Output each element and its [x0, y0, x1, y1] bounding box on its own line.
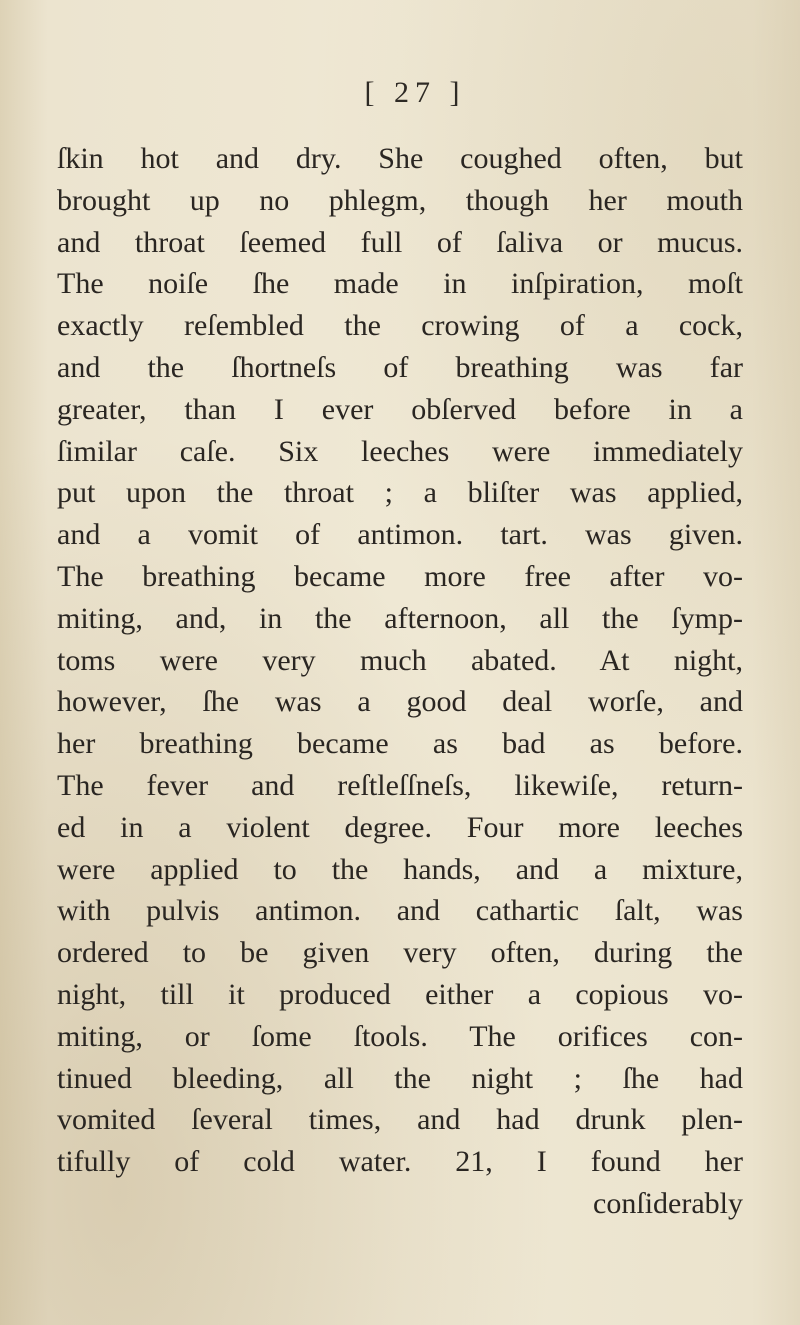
text-line-20: ordered to be given very often, during the: [57, 936, 743, 970]
text-line-1: ſkin hot and dry. She coughed often, but: [57, 142, 743, 175]
text-line-17: ed in a violent degree. Four more leeches: [57, 810, 743, 844]
text-line-7: greater, than I ever obſerved before in a: [57, 392, 743, 426]
text-line-10: and a vomit of antimon. tart. was given.: [57, 518, 743, 552]
page-number: [ 27 ]: [364, 76, 466, 109]
body-text: [57, 138, 743, 1225]
catchword: conſiderably: [593, 1186, 743, 1220]
text-line-18: were applied to the hands, and a mixture,: [57, 852, 743, 886]
text-line-3: and throat ſeemed full of ſaliva or mucus.: [57, 225, 743, 259]
text-line-9: put upon the throat ; a bliſter was applied,: [57, 476, 743, 510]
text-line-21: night, till it produced either a copious vo-: [57, 977, 743, 1011]
text-line-14: however, ſhe was a good deal worſe, and: [57, 685, 743, 719]
text-line-12: miting, and, in the afternoon, all the ſymp-: [57, 601, 743, 635]
text-line-2: brought up no phlegm, though her mouth: [57, 183, 743, 217]
text-line-4: The noiſe ſhe made in inſpiration, moſt: [57, 267, 743, 301]
text-line-13: toms were very much abated. At night,: [57, 643, 743, 677]
text-line-24: vomited ſeveral times, and had drunk plen-: [57, 1103, 743, 1137]
text-line-16: The fever and reſtleſſneſs, likewiſe, return-: [57, 768, 743, 802]
text-line-6: and the ſhortneſs of breathing was far: [57, 350, 743, 384]
text-line-15: her breathing became as bad as before.: [57, 727, 743, 761]
text-line-25: tifully of cold water. 21, I found her: [57, 1145, 743, 1179]
text-line-23: tinued bleeding, all the night ; ſhe had: [57, 1061, 743, 1095]
text-line-19: with pulvis antimon. and cathartic ſalt, was: [57, 894, 743, 928]
text-line-8: ſimilar caſe. Six leeches were immediately: [57, 434, 743, 468]
text-line-11: The breathing became more free after vo-: [57, 559, 743, 593]
text-line-5: exactly reſembled the crowing of a cock,: [57, 309, 743, 343]
text-line-22: miting, or ſome ſtools. The orifices con-: [57, 1019, 743, 1053]
